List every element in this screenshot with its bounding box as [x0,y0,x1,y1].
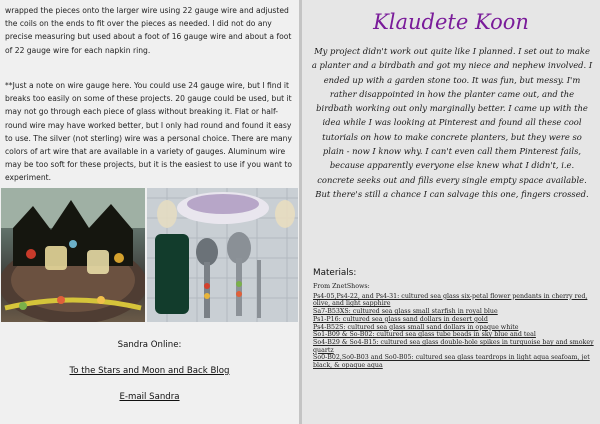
project-description: My project didn't work out quite like I planned. I set out to make a planter and a birdbath and got my niece and nephew involved. I ended up with a garden stone too. It was fun, but messy. I'm rather disappointed in how the planter came out, and the birdbath working out only marginally better. I came up with the idea while I was looking at Pinterest and found all these cool tutorials on how to make concrete planters, but they were so plain - now I know why. I can't even call them Pinterest fails, because apparently everyone else knew what I didn't, i.e. concrete seeks out and fills every single empty space available. But there's still a chance I can salvage this one, fingers crossed. [311,46,593,199]
intro-paragraph: wrapped the pieces onto the larger wire using 22 gauge wire and adjusted the coils on the ends to fit over the pieces as needed. I did not do any precise measuring but used about a foot of 16 gauge wire and about a foot of 22 gauge wire for each napkin ring. [5,6,292,55]
email-link[interactable]: E-mail Sandra [119,392,180,402]
sandra-online-label: Sandra Online: [117,340,182,350]
material-item[interactable]: Ps4-B52S: cultured sea glass small sand dollars in opaque white [313,323,519,331]
material-item[interactable]: Ps1-P16: cultured sea glass sand dollars in desert gold [313,315,488,323]
table-setting-illustration [147,188,298,322]
table-setting-photo [147,188,298,322]
material-item[interactable]: So0-B02,So0-B03 and So0-B05: cultured sea glass teardrops in light aqua seafoam, jet black, & opaque aqua [313,354,590,370]
author-title: Klaudete Koon [373,10,529,34]
materials-source: From ZnetShows: [313,283,370,290]
material-item[interactable]: So1-B09 & So-B02: cultured sea glass tube beads in sky blue and teal [313,331,536,339]
right-page [302,0,600,424]
materials-list [313,283,595,370]
blog-link[interactable]: To the Stars and Moon and Back Blog [69,366,230,376]
napkin-rings-illustration [1,188,145,322]
wire-gauge-note: **Just a note on wire gauge here. You could use 24 gauge wire, but I find it breaks too easily on some of these projects. 20 gauge could be used, but it may not go through each piece of glass without breaking it. Flat or half-round wire may have worked better, but I only had round and found it easy to use. The silver (not sterling) wire was a personal choice. There are many colors of art wire that are available in a variety of gauges. Aluminum wire may be too soft for these projects, but it is the easiest to use if you want to experiment. [5,81,293,183]
material-item[interactable]: Ps4-05,Ps4-22, and Ps4-31: cultured sea glass six-petal flower pendants in cherry red, olive, and light sapphire [313,292,588,308]
left-page [0,0,299,424]
material-item[interactable]: So4-B29 & So4-B15: cultured sea glass double-hole spikes in turquoise bay and smokey quartz [313,338,594,354]
materials-label: Materials: [313,268,357,278]
material-item[interactable]: Sa7-B53XS: cultured sea glass small starfish in royal blue [313,308,498,316]
napkin-rings-photo [1,188,145,322]
